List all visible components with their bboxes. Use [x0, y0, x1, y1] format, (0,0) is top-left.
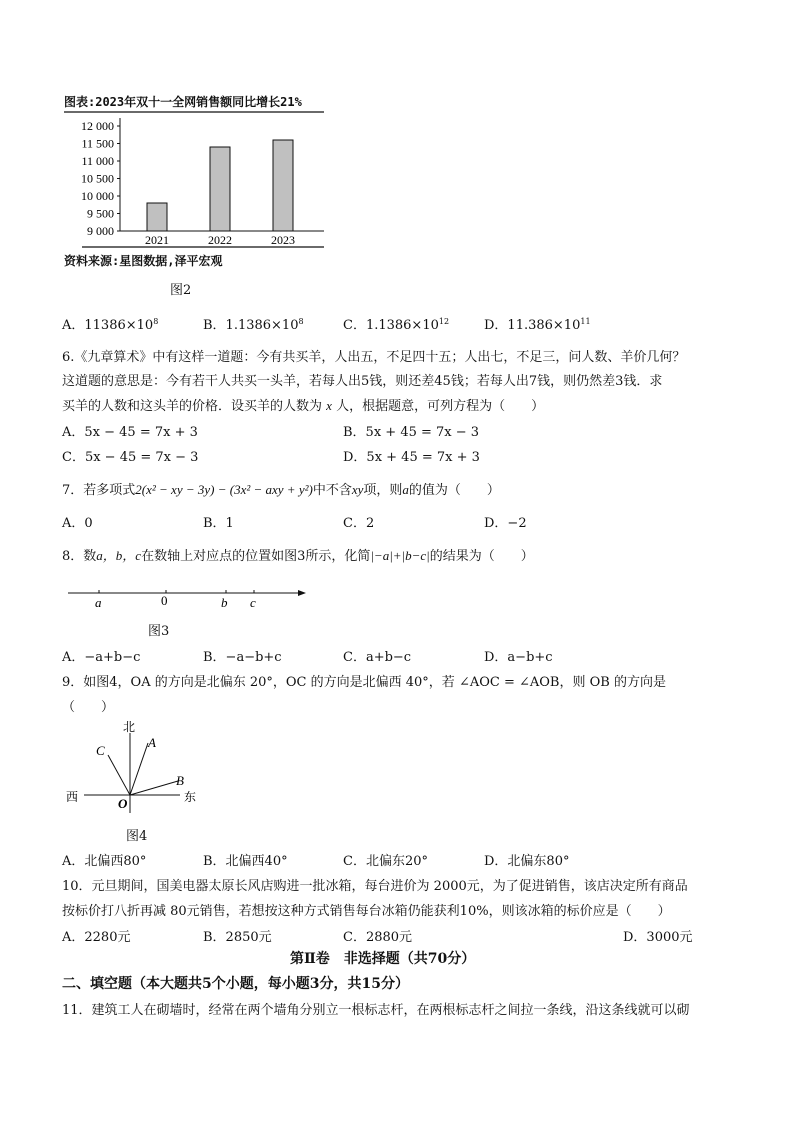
q8-option-c: C．a+b−c [343, 650, 412, 665]
x-tick-label: 2021 [145, 233, 169, 247]
label-c: C [96, 743, 105, 758]
figure-2-caption: 图2 [170, 283, 192, 298]
q10-option-a: A．2280元 [62, 930, 131, 945]
bar-2023 [273, 140, 293, 231]
q9-option-d: D．北偏东80° [484, 854, 570, 869]
q8-option-a: A．−a+b−c [62, 650, 141, 665]
label-a: A [148, 735, 156, 750]
section-2-heading: 二、填空题（本大题共5个小题，每小题3分，共15分） [62, 976, 409, 992]
q8-option-d: D．a−b+c [484, 650, 553, 665]
chart-title: 图表:2023年双十一全网销售额同比增长21% [64, 95, 302, 109]
q6-option-c: C．5x − 45 = 7x − 3 [62, 450, 199, 465]
label-b: b [221, 595, 228, 610]
section-2-title: 第Ⅱ卷 非选择题（共70分） [290, 951, 476, 967]
q6-line-3: 买羊的人数和这头羊的价格．设买羊的人数为 x 人，根据题意，可列方程为（ ） [62, 398, 545, 414]
label-north: 北 [123, 721, 136, 734]
y-tick-label: 10 000 [81, 189, 114, 203]
compass-figure [64, 721, 214, 821]
q10-line-1: 10．元旦期间，国美电器太原长风店购进一批冰箱，每台进价为 2000元，为了促进销售，该店决定所有商品 [62, 879, 688, 894]
q7-option-b: B．1 [203, 516, 234, 531]
q6-line-2: 这道题的意思是：今有若干人共买一头羊，若每人出5钱，则还差45钱；若每人出7钱，则仍然差3钱．求 [62, 374, 663, 389]
number-line [66, 582, 316, 622]
y-tick-label: 10 500 [81, 171, 114, 186]
chart-source: 资料来源:星图数据,泽平宏观 [64, 254, 223, 268]
bar-2021 [147, 203, 167, 231]
q9-option-a: A．北偏西80° [62, 854, 147, 869]
q5-option-d: D．$11.386\times 10^{11}$ [484, 317, 591, 333]
q9-stem-2: （ ） [62, 700, 115, 715]
ray-oa [130, 743, 148, 795]
y-tick-label: 12 000 [81, 119, 114, 133]
bar-chart [62, 108, 342, 268]
label-o: O [118, 796, 128, 811]
ray-ob [130, 781, 178, 795]
ray-oc [108, 755, 130, 795]
q7-option-a: A．0 [62, 516, 93, 531]
x-tick-label: 2022 [208, 233, 232, 247]
label-a: a [95, 595, 102, 610]
q5-option-a: A．$11386\times 10^8$ [62, 317, 159, 333]
q10-line-2: 按标价打八折再减 80元销售，若想按这种方式销售每台冰箱仍能获利10%，则该冰箱的标价应是（ ） [62, 904, 671, 919]
x-tick-label: 2023 [271, 233, 295, 247]
label-east: 东 [184, 790, 197, 804]
label-c: c [250, 595, 256, 610]
q9-option-b: B．北偏西40° [203, 854, 288, 869]
q5-option-c: C．$1.1386\times 10^{12}$ [343, 317, 450, 333]
q5-option-b: B．$1.1386\times 10^8$ [203, 317, 304, 333]
q11-line-1: 11．建筑工人在砌墙时，经常在两个墙角分别立一根标志杆，在两根标志杆之间拉一条线，沿这条线就可以砌 [62, 1003, 690, 1018]
q10-option-c: C．2880元 [343, 930, 413, 945]
q7-option-d: D．−2 [484, 516, 527, 531]
figure-4-caption: 图4 [126, 829, 148, 844]
q10-option-b: B．2850元 [203, 930, 272, 945]
q6-option-a: A．5x − 45 = 7x + 3 [62, 425, 198, 440]
q6-option-d: D．5x + 45 = 7x + 3 [343, 450, 480, 465]
bar-2022 [210, 147, 230, 231]
q7-stem: 7．若多项式2(x² − xy − 3y) − (3x² − axy + y²)中不含xy项，则a的值为（ ） [62, 482, 500, 498]
q8-option-b: B．−a−b+c [203, 650, 282, 665]
q6-option-b: B．5x + 45 = 7x − 3 [343, 425, 480, 440]
q9-option-c: C．北偏东20° [343, 854, 428, 869]
q7-option-c: C．2 [343, 516, 375, 531]
q9-stem: 9．如图4，OA 的方向是北偏东 20°，OC 的方向是北偏西 40°，若 ∠AOC = ∠AOB，则 OB 的方向是 [62, 675, 666, 690]
y-tick-label: 11 500 [81, 136, 114, 151]
q8-expression: |−a|+|b−c| [370, 548, 430, 563]
q10-option-d: D．3000元 [623, 930, 693, 945]
y-tick-label: 11 000 [81, 154, 114, 168]
figure-3-caption: 图3 [148, 624, 170, 639]
y-tick-label: 9 500 [87, 206, 114, 221]
q6-line-1: 6.《九章算术》中有这样一道题：今有共买羊，人出五，不足四十五；人出七，不足三，问人数、羊价几何？ [62, 350, 686, 365]
y-tick-label: 9 000 [87, 224, 114, 238]
q8-stem: 8．数a，b，c在数轴上对应点的位置如图3所示，化简|−a|+|b−c|的结果为（ ） [62, 548, 534, 564]
label-b: B [176, 773, 184, 788]
label-0: 0 [161, 593, 168, 608]
q7-expression: 2(x² − xy − 3y) − (3x² − axy + y²) [135, 482, 313, 497]
label-west: 西 [66, 790, 79, 804]
